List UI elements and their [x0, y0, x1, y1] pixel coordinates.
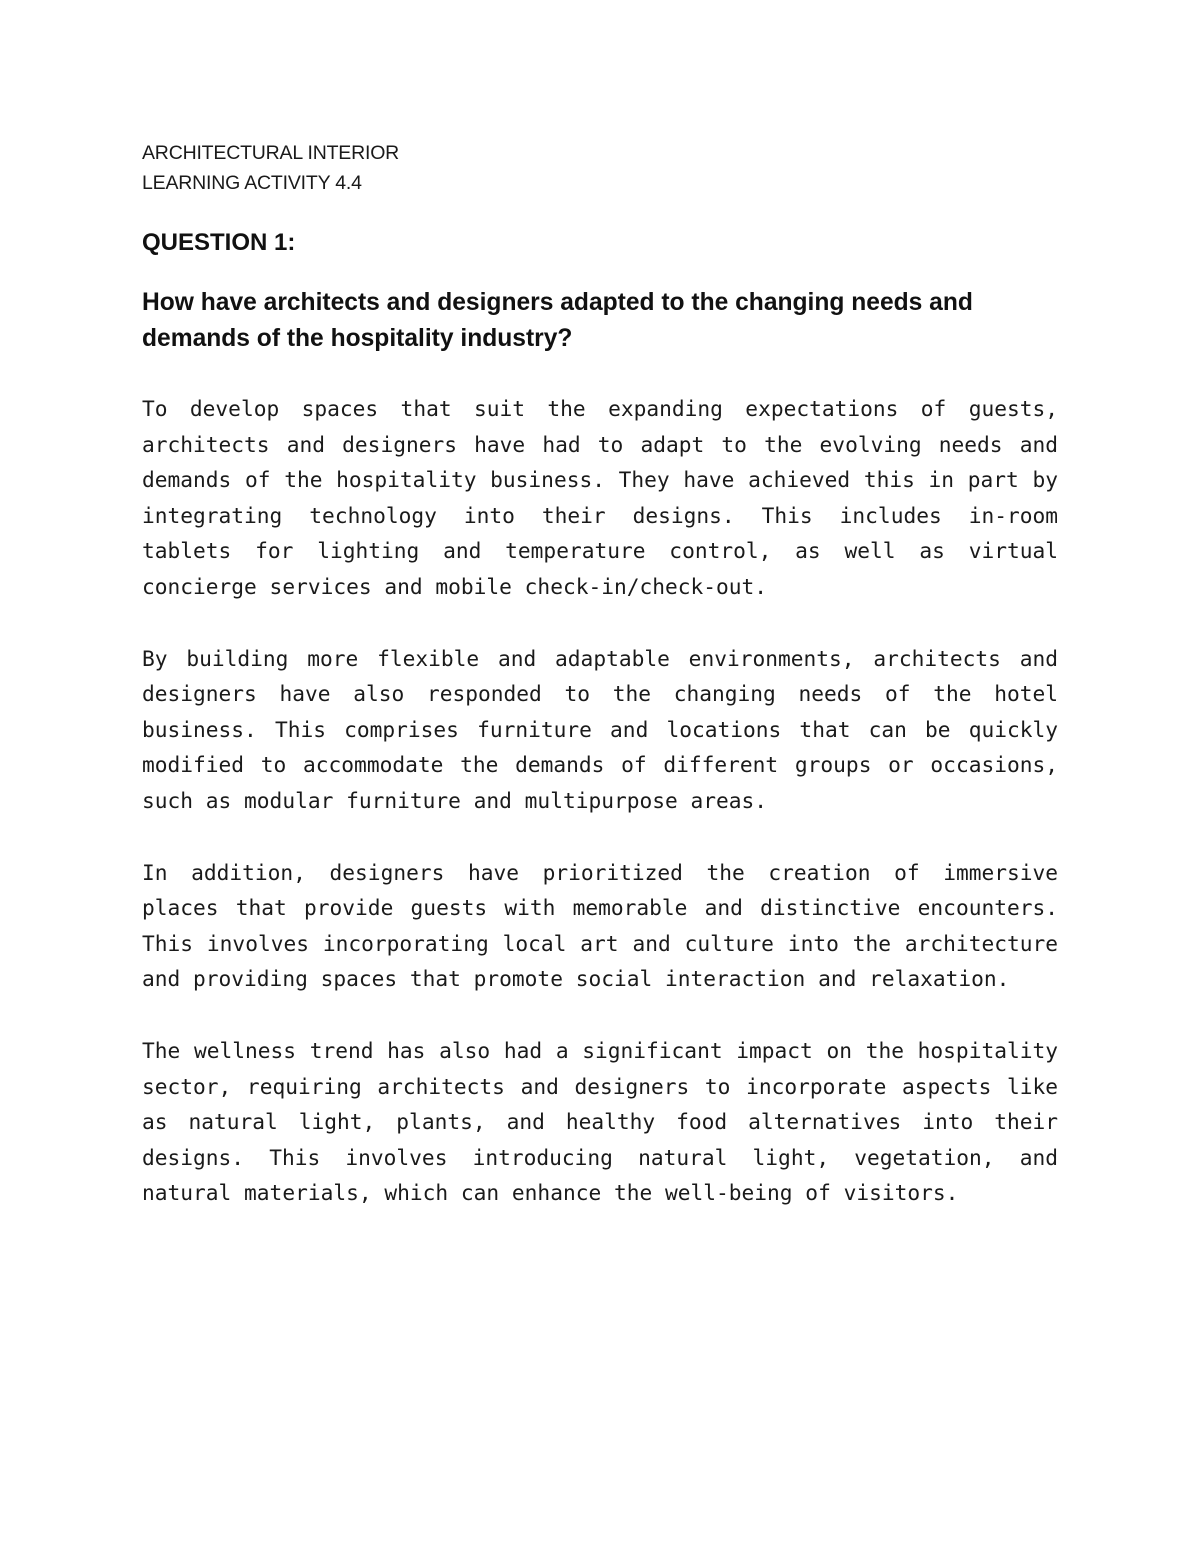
answer-paragraph-1: To develop spaces that suit the expanding expectations of guests, architects and designers have had to adapt to the evolving needs and demands of the hospitality business. They have achieved this in part by integrating technology into their designs. This includes in-room tablets for lighting and temperature control, as well as virtual concierge services and mobile check-in/check-out.	[142, 396, 1058, 599]
document-content	[142, 138, 1058, 1211]
answer-paragraph-4: The wellness trend has also had a significant impact on the hospitality sector, requiring architects and designers to incorporate aspects like as natural light, plants, and healthy food alternatives into their designs. This involves introducing natural light, vegetation, and natural materials, which can enhance the well-being of visitors.	[142, 1037, 1058, 1206]
answer-paragraph-2: By building more flexible and adaptable environments, architects and designers have also responded to the changing needs of the hotel business. This comprises furniture and locations that can be quickly modified to accommodate the demands of different groups or occasions, such as modular furniture and multipurpose areas.	[142, 645, 1058, 813]
question-text: How have architects and designers adapted to the changing needs and demands of the hospitality industry?	[142, 289, 973, 352]
question-label: QUESTION 1:	[142, 229, 296, 256]
answer-paragraph-3: In addition, designers have prioritized the creation of immersive places that provide guests with memorable and distinctive encounters. This involves incorporating local art and culture into the architecture and providing spaces that promote social interaction and relaxation.	[142, 859, 1058, 992]
activity-title: LEARNING ACTIVITY 4.4	[142, 172, 362, 194]
course-title: ARCHITECTURAL INTERIOR	[142, 142, 400, 164]
